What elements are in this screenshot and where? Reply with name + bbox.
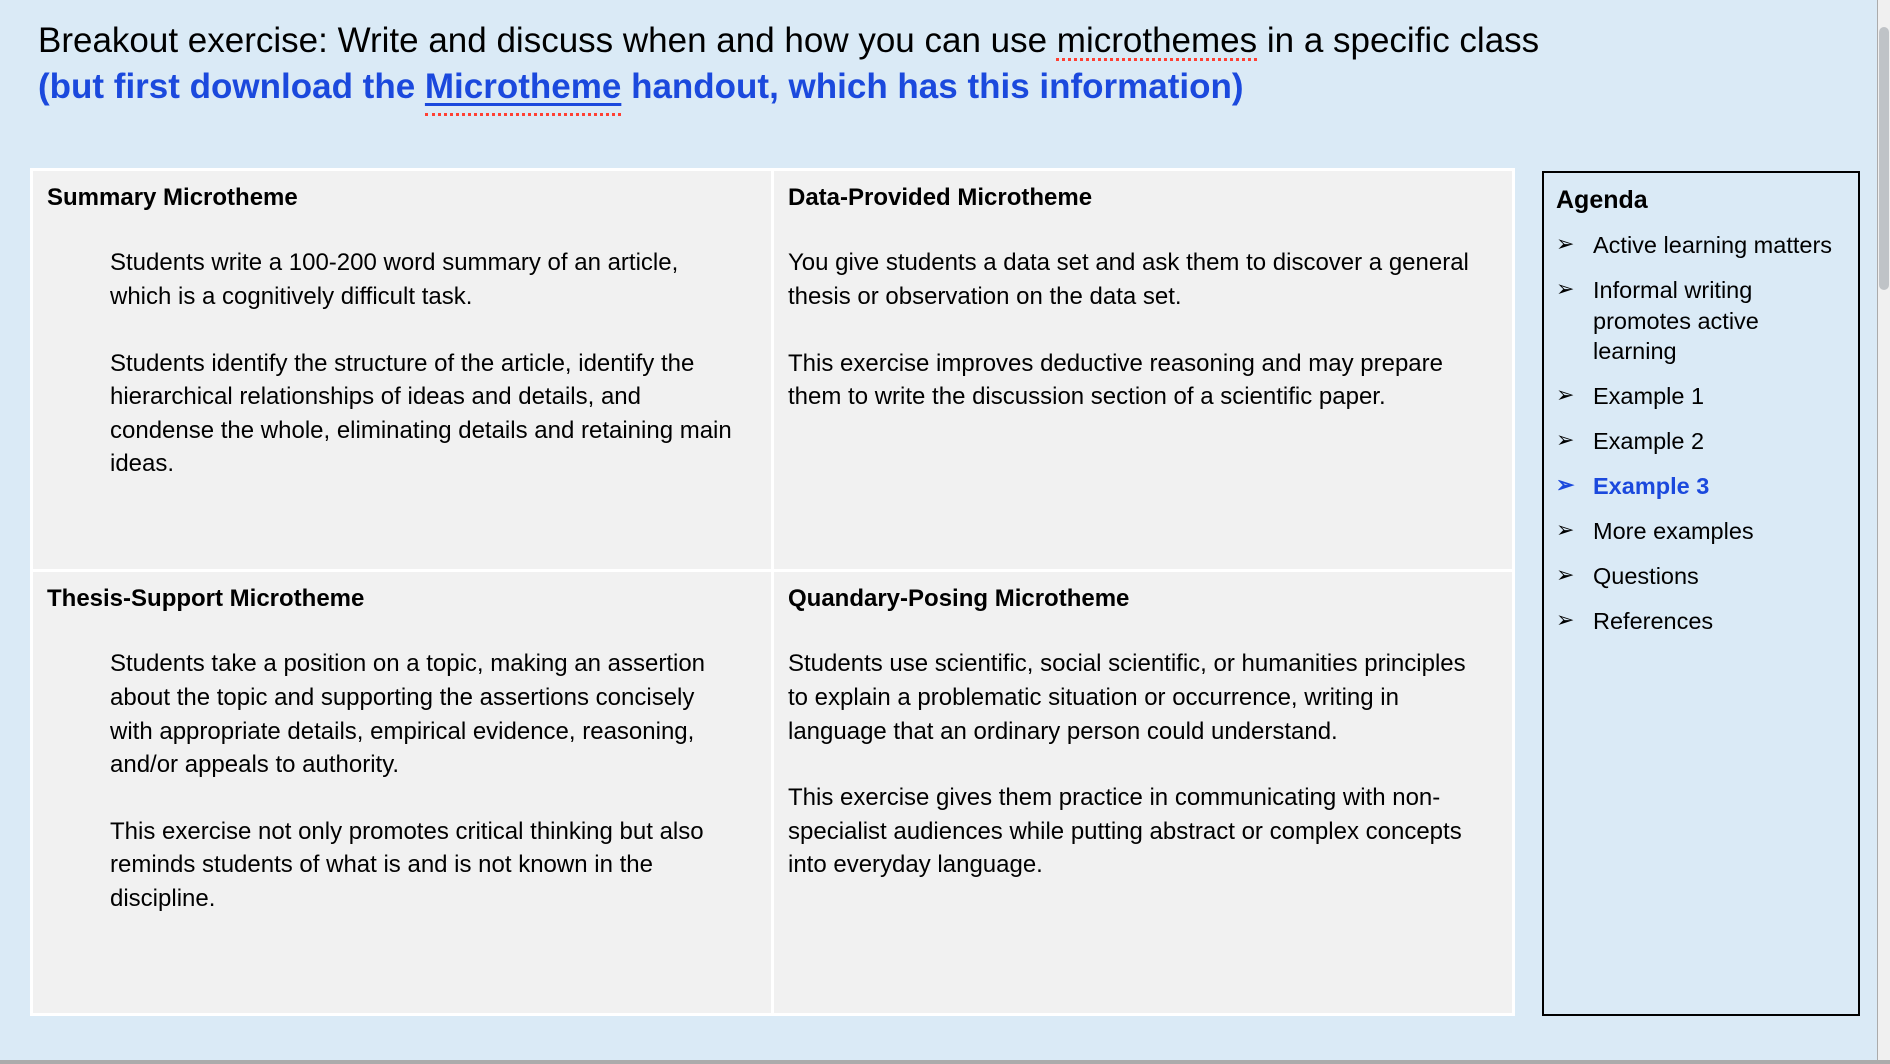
card-title: Data-Provided Microtheme [788,184,1093,212]
agenda-item-label: Informal writing promotes active learning [1593,277,1759,364]
card-thesis-support-microtheme [33,572,771,1013]
card-title: Quandary-Posing Microtheme [788,585,1130,613]
page-subtitle [38,66,1850,109]
card-paragraph: Students use scientific, social scientific, or humanities principles to explain a problematic situation or occurrence, writing in language that an ordinary person could understand. [788,650,1466,745]
arrow-bullet-icon: ➢ [1556,562,1575,587]
agenda-sidebar [1542,171,1860,1016]
agenda-item-questions[interactable] [1556,561,1850,591]
arrow-bullet-icon: ➢ [1556,607,1575,633]
title-text-pre: Breakout exercise: Write and discuss when and how you can use [38,21,1057,60]
agenda-item-example-3-current[interactable] [1556,471,1850,501]
agenda-list [1556,230,1850,636]
card-paragraph: This exercise gives them practice in communicating with non-specialist audiences while putting abstract or complex concepts into everyday language. [788,784,1462,879]
agenda-item-informal-writing[interactable] [1556,275,1850,365]
subtitle-text-post: handout, which has this information) [621,66,1244,106]
agenda-item-label: Example 1 [1593,382,1705,409]
agenda-item-label: References [1593,608,1714,635]
title-text-post: in a specific class [1257,21,1540,60]
microtheme-handout-link[interactable]: Microtheme [424,66,622,106]
card-paragraph: This exercise not only promotes critical thinking but also reminds students of what is and is not known in the discipline. [110,817,704,912]
window-bottom-edge [0,1060,1890,1064]
card-title: Thesis-Support Microtheme [47,585,365,613]
card-data-provided-microtheme [774,171,1512,569]
main-content [30,168,1890,1016]
agenda-item-label: Example 3 [1593,472,1710,499]
card-quandary-posing-microtheme [774,572,1512,1013]
card-paragraph: This exercise improves deductive reasoning and may prepare them to write the discussion section of a scientific paper. [788,349,1443,411]
arrow-bullet-icon: ➢ [1556,381,1575,407]
agenda-item-label: Example 2 [1593,427,1705,454]
arrow-bullet-icon: ➢ [1556,426,1575,452]
agenda-item-label: Questions [1593,563,1699,589]
agenda-item-references[interactable] [1556,606,1850,636]
subtitle-text-pre: (but first download the [38,66,425,106]
title-block [0,0,1890,108]
card-paragraph: You give students a data set and ask them to discover a general thesis or observation on the data set. [788,249,1469,310]
agenda-item-active-learning-matters[interactable] [1556,230,1850,260]
arrow-bullet-icon: ➢ [1556,276,1575,302]
arrow-bullet-icon: ➢ [1556,471,1575,497]
page-title [38,20,1850,63]
scrollbar-thumb[interactable] [1879,27,1889,290]
agenda-item-example-1[interactable] [1556,381,1850,411]
card-title: Summary Microtheme [47,184,298,212]
card-paragraph: Students write a 100-200 word summary of an article, which is a cognitively difficult task. [110,249,679,310]
vertical-scrollbar[interactable] [1877,0,1890,1064]
agenda-item-more-examples[interactable] [1556,516,1850,546]
microtheme-grid [30,168,1515,1016]
arrow-bullet-icon: ➢ [1556,231,1575,257]
card-summary-microtheme [33,171,771,569]
agenda-item-label: More examples [1593,517,1754,544]
arrow-bullet-icon: ➢ [1556,516,1575,542]
misspelled-word: microthemes [1056,21,1258,60]
agenda-item-label: Active learning matters [1593,232,1833,259]
card-paragraph: Students identify the structure of the article, identify the hierarchical relationships of ideas and details, and condense the whole, eliminating details and retaining main ideas. [110,349,732,478]
agenda-title: Agenda [1556,186,1648,215]
agenda-item-example-2[interactable] [1556,426,1850,456]
card-paragraph: Students take a position on a topic, making an assertion about the topic and supporting the assertions concisely with appropriate details, empirical evidence, reasoning, and/or appeals to authority. [110,650,706,779]
